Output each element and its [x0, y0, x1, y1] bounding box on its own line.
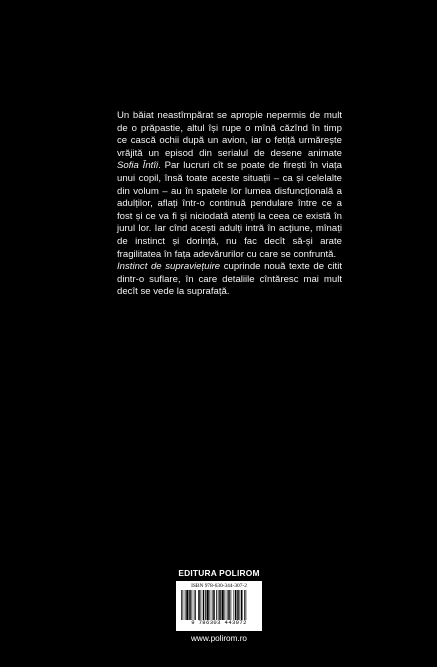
barcode-bar	[216, 590, 217, 620]
barcode-bar	[222, 590, 224, 620]
barcode-bar	[205, 590, 206, 620]
barcode-bar	[218, 590, 219, 620]
blurb-text-part1: Un băiat neastîmpărat se apropie nepermis de mult de o prăpastie, altul își rupe o mînă căzînd în timp ce cască ochii după un avion, iar o fetiță urmărește vrăjită un episod din serialul de desene animate	[117, 110, 342, 159]
blurb-text-part3: cuprinde nouă texte de citit dintr-o suflare, în care detaliile cîntăresc mai mult decît se vede la suprafață.	[117, 261, 342, 298]
publisher-website: www.polirom.ro	[191, 634, 247, 643]
barcode-bar	[219, 590, 221, 620]
blurb-paragraph-2	[117, 261, 342, 299]
barcode-bar	[183, 590, 184, 620]
barcode-bar	[203, 590, 205, 620]
barcode-bar	[244, 590, 245, 620]
barcode-bar	[201, 590, 202, 620]
blurb-paragraph-1	[117, 110, 342, 261]
barcode-bar	[194, 590, 195, 620]
barcode-bar	[225, 590, 226, 620]
barcode-bar	[237, 590, 239, 620]
barcode-bar	[241, 590, 243, 620]
barcode-bar	[227, 590, 228, 620]
barcode-bar	[189, 590, 191, 620]
blurb-book-title: Instinct de supraviețuire	[117, 261, 221, 273]
barcode-bar	[185, 590, 186, 620]
barcode-bar	[181, 590, 182, 620]
barcode-bar	[228, 590, 230, 620]
barcode-bar	[192, 590, 193, 620]
blurb-text-part2: . Par lucruri cît se poate de firești în viața unui copil, însă toate aceste situații – ca și celelalte din volum – au în spatele lor lumea disfuncțională a adulților, aflați într-o continuă pendulare între ce a fost și ce va fi și niciodată atenți la ceea ce există în jurul lor. Iar cînd acești adulți intră în acțiune, mînați de instinct și dorință, nu fac decît să-și arate fragilitatea în fața adevărurilor cu care se confruntă.	[117, 160, 342, 260]
back-cover-blurb	[117, 110, 342, 299]
publisher-block	[176, 567, 262, 645]
barcode-bar	[210, 590, 211, 620]
barcode-bar	[235, 590, 237, 620]
barcode-image	[179, 590, 259, 620]
barcode-bar	[231, 590, 232, 620]
blurb-show-title: Sofia Întîi	[117, 160, 159, 172]
barcode-bar	[207, 590, 209, 620]
barcode-bar	[234, 590, 235, 620]
barcode-bar	[186, 590, 188, 620]
barcode-bar	[212, 590, 213, 620]
isbn-barcode-box	[176, 581, 262, 631]
publisher-name: EDITURA POLIROM	[176, 567, 262, 579]
barcode-bar	[246, 590, 247, 620]
barcode-digits: 9 786303 443072	[191, 619, 247, 626]
barcode-bar	[195, 590, 196, 620]
barcode-bar	[240, 590, 241, 620]
isbn-text: ISBN 978-630-344-307-2	[191, 583, 247, 589]
barcode-bar	[213, 590, 215, 620]
barcode-bar	[198, 590, 200, 620]
